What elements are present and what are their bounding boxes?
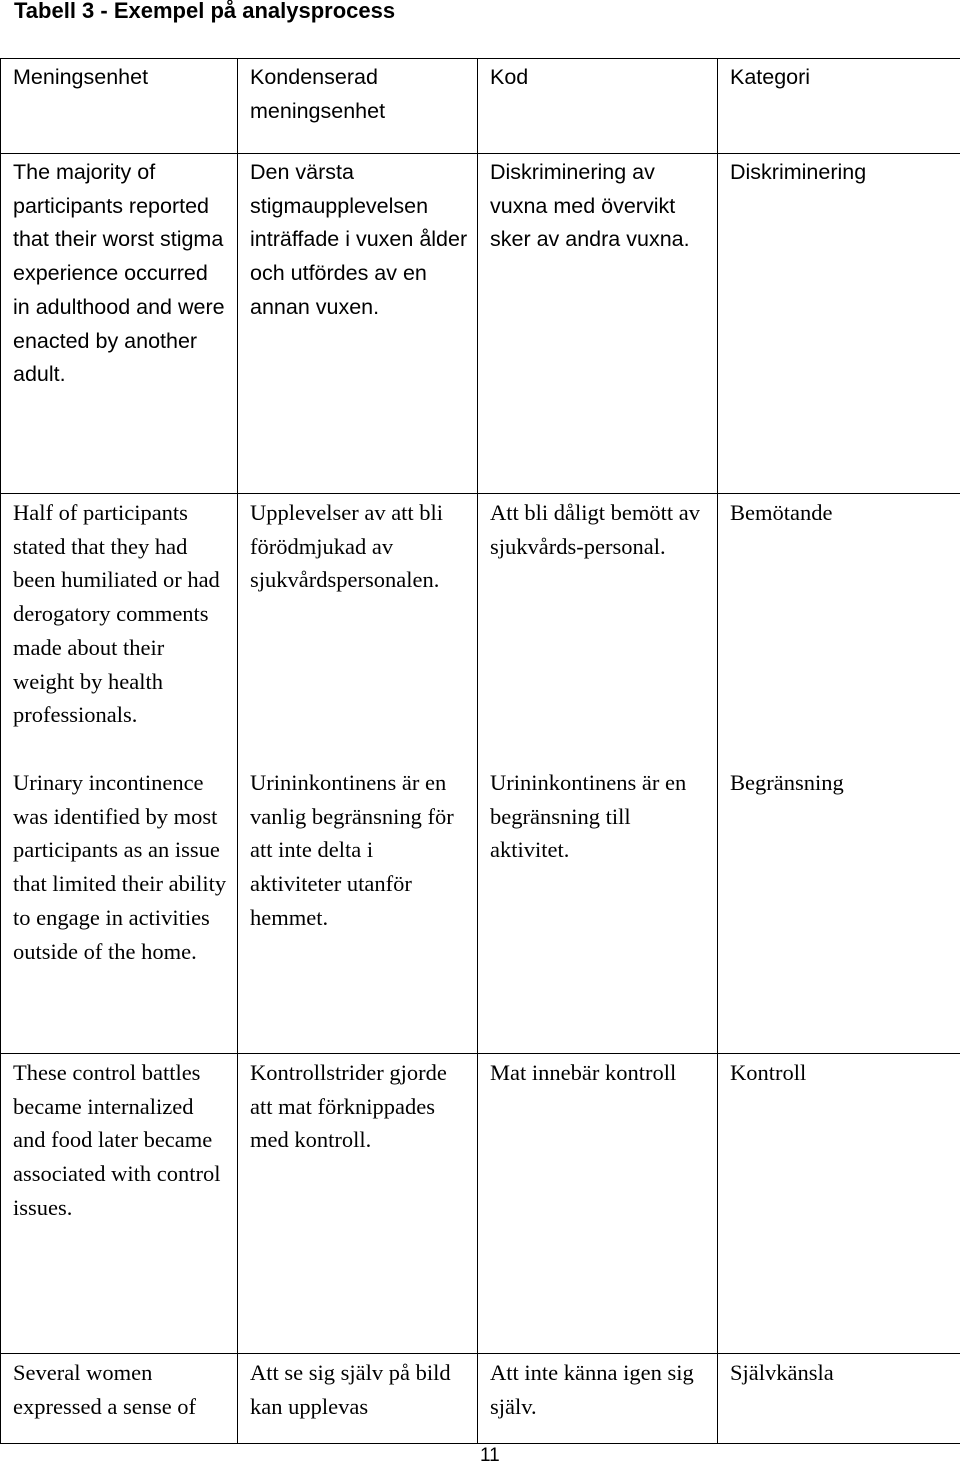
cell-meningsenhet: The majority of participants reported that their worst stigma experience occurred in adulthood and were enacted by another adult. bbox=[1, 154, 238, 494]
cell-kondenserad: Att se sig själv på bild kan upplevas bbox=[238, 1354, 478, 1444]
cell-meningsenhet: Half of participants stated that they had been humiliated or had derogatory comments made about their weight by health professionals. bbox=[13, 500, 220, 728]
cell-kondenserad: Den värsta stigmaupplevelsen inträffade i vuxen ålder och utfördes av en annan vuxen. bbox=[238, 154, 478, 494]
header-row bbox=[1, 59, 960, 154]
cell-kondenserad: Urininkontinens är en vanlig begränsning för att inte delta i aktiviteter utanför hemmet. bbox=[250, 770, 454, 930]
cell-meningsenhet: These control battles became internalized and food later became associated with control issues. bbox=[1, 1054, 238, 1354]
table-row bbox=[1, 494, 960, 1054]
cell-kod-merged bbox=[478, 494, 718, 1054]
analysis-table bbox=[0, 58, 960, 1444]
cell-kod: Urininkontinens är en begränsning till aktivitet. bbox=[490, 770, 687, 863]
header-kondenserad-meningsenhet: Kondenserad meningsenhet bbox=[238, 59, 478, 154]
cell-kategori-merged bbox=[718, 494, 960, 1054]
header-kategori: Kategori bbox=[718, 59, 960, 154]
cell-kondenserad-merged bbox=[238, 494, 478, 1054]
cell-kategori: Diskriminering bbox=[718, 154, 960, 494]
cell-kondenserad: Kontrollstrider gjorde att mat förknippades med kontroll. bbox=[238, 1054, 478, 1354]
page-number: 11 bbox=[480, 1445, 500, 1466]
header-meningsenhet: Meningsenhet bbox=[1, 59, 238, 154]
header-kod: Kod bbox=[478, 59, 718, 154]
cell-kondenserad: Upplevelser av att bli förödmjukad av sjukvårdspersonalen. bbox=[250, 500, 444, 593]
cell-kod: Att inte känna igen sig själv. bbox=[478, 1354, 718, 1444]
table-row bbox=[1, 154, 960, 494]
cell-kategori: Självkänsla bbox=[718, 1354, 960, 1444]
cell-kategori: Kontroll bbox=[718, 1054, 960, 1354]
cell-kod: Diskriminering av vuxna med övervikt sker av andra vuxna. bbox=[478, 154, 718, 494]
cell-meningsenhet: Urinary incontinence was identified by most participants as an issue that limited their ability to engage in activities outside of the home. bbox=[13, 770, 227, 964]
cell-kategori: Bemötande bbox=[730, 500, 833, 525]
table-row bbox=[1, 1354, 960, 1444]
cell-meningsenhet-merged bbox=[1, 494, 238, 1054]
cell-kategori: Begränsning bbox=[730, 770, 844, 795]
cell-meningsenhet: Several women expressed a sense of bbox=[1, 1354, 238, 1444]
cell-kod: Mat innebär kontroll bbox=[478, 1054, 718, 1354]
table-title: Tabell 3 - Exempel på analysprocess bbox=[14, 0, 396, 23]
table-row bbox=[1, 1054, 960, 1354]
cell-kod: Att bli dåligt bemött av sjukvårds-personal. bbox=[490, 500, 700, 559]
